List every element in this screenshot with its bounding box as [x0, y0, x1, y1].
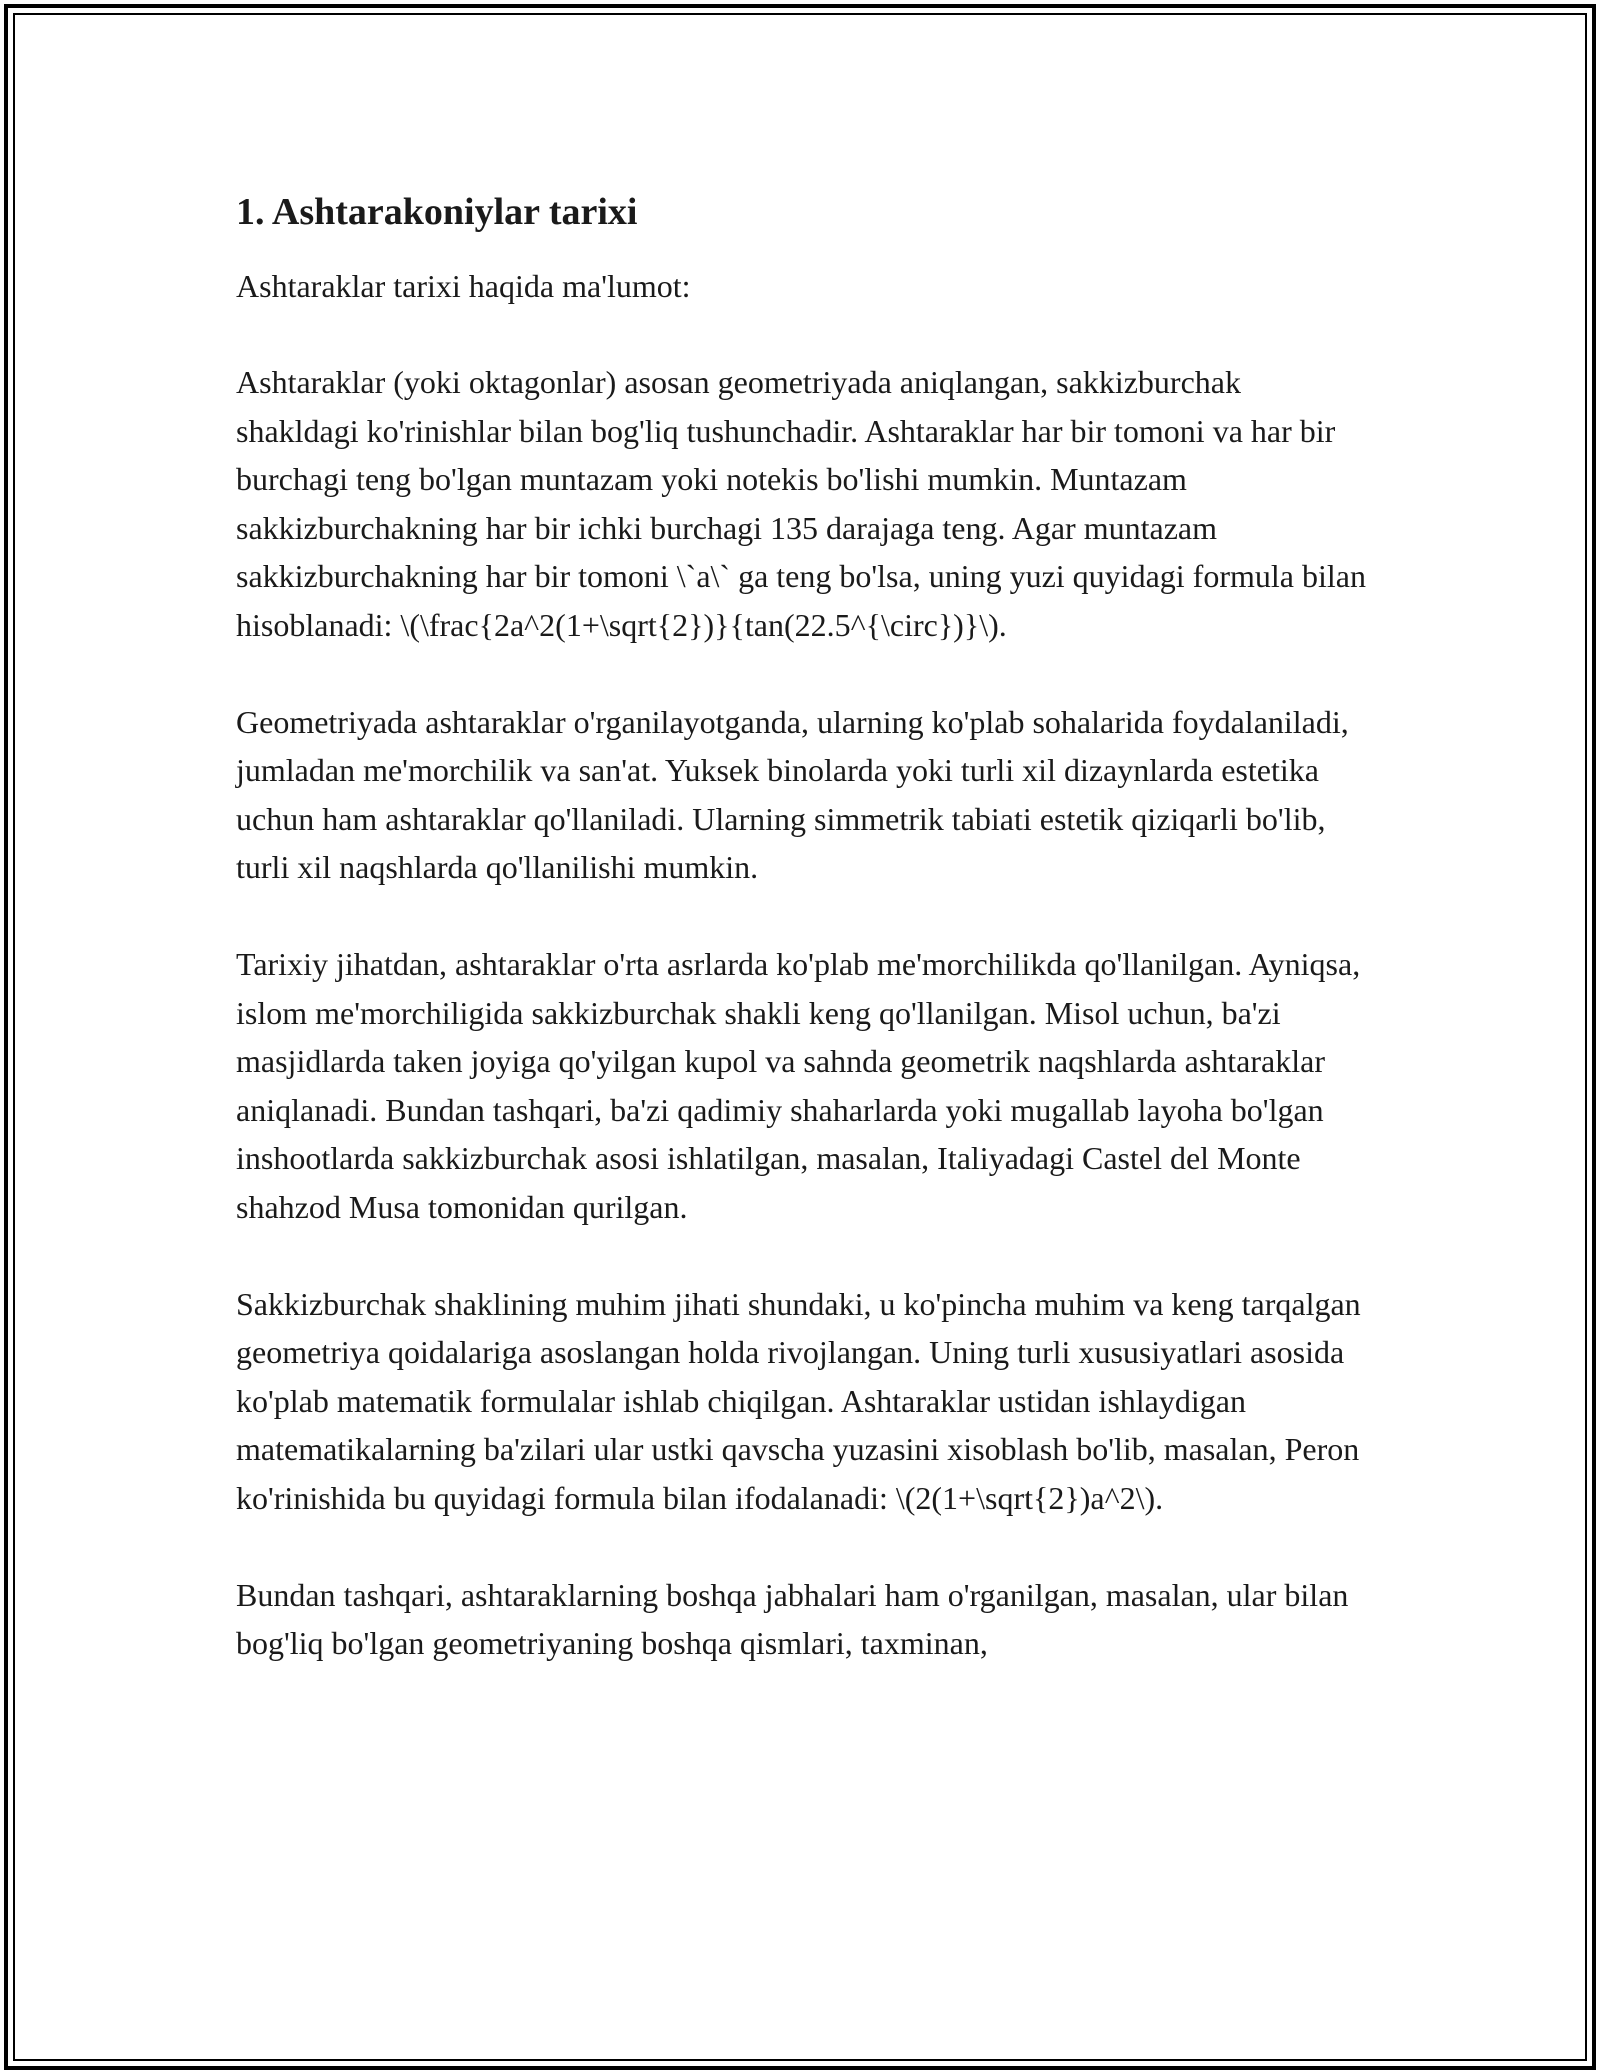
section-heading: 1. Ashtarakoniylar tarixi — [236, 191, 638, 233]
intro-line: Ashtaraklar tarixi haqida ma'lumot: — [236, 268, 691, 304]
paragraph-history: Tarixiy jihatdan, ashtaraklar o'rta asrlarda ko'plab me'morchilikda qo'llanilgan. Ayniqsa, islom me'morchiligida sakkizburchak shakli keng qo'llanilgan. Misol uchun, ba'zi masjidlarda taken joyiga qo'yilgan kupol va sahnda geometrik naqshlarda ashtaraklar aniqlanadi. Bundan tashqari, ba'zi qadimiy shaharlarda yoki mugallab layoha bo'lgan inshootlarda sakkizburchak asosi ishlatilgan, masalan, Italiyadagi Castel del Monte shahzod Musa tomonidan qurilgan. — [236, 946, 1361, 1225]
document-body — [236, 188, 1368, 1716]
paragraph-applications: Geometriyada ashtaraklar o'rganilayotganda, ularning ko'plab sohalarida foydalaniladi, jumladan me'morchilik va san'at. Yuksek binolarda yoki turli xil dizaynlarda estetika uchun ham ashtaraklar qo'llaniladi. Ularning simmetrik tabiati estetik qiziqarli bo'lib, turli xil naqshlarda qo'llanilishi mumkin. — [236, 703, 1349, 885]
paragraph-formulas: Sakkizburchak shaklining muhim jihati shundaki, u ko'pincha muhim va keng tarqalgan geometriya qoidalariga asoslangan holda rivojlangan. Uning turli xususiyatlari asosida ko'plab matematik formulalar ishlab chiqilgan. Ashtaraklar ustidan ishlaydigan matematikalarning ba'zilari ular ustki qavscha yuzasini xisoblash bo'lib, masalan, Peron ko'rinishida bu quyidagi formula bilan ifodalanadi: \(2(1+\sqrt{2})a^2\). — [236, 1285, 1361, 1516]
paragraph-definition: Ashtaraklar (yoki oktagonlar) asosan geometriyada aniqlangan, sakkizburchak shakldagi ko'rinishlar bilan bog'liq tushunchadir. Ashtaraklar har bir tomoni va har bir burchagi teng bo'lgan muntazam yoki notekis bo'lishi mumkin. Muntazam sakkizburchakning har bir ichki burchagi 135 darajaga teng. Agar muntazam sakkizburchakning har bir tomoni \`a\` ga teng bo'lsa, uning yuzi quyidagi formula bilan hisoblanadi: \(\frac{2a^2(1+\sqrt{2})}{tan(22.5^{\circ})}\). — [236, 364, 1366, 643]
paragraph-other-aspects: Bundan tashqari, ashtaraklarning boshqa jabhalari ham o'rganilgan, masalan, ular bilan bog'liq bo'lgan geometriyaning boshqa qismlari, taxminan, — [236, 1576, 1349, 1661]
